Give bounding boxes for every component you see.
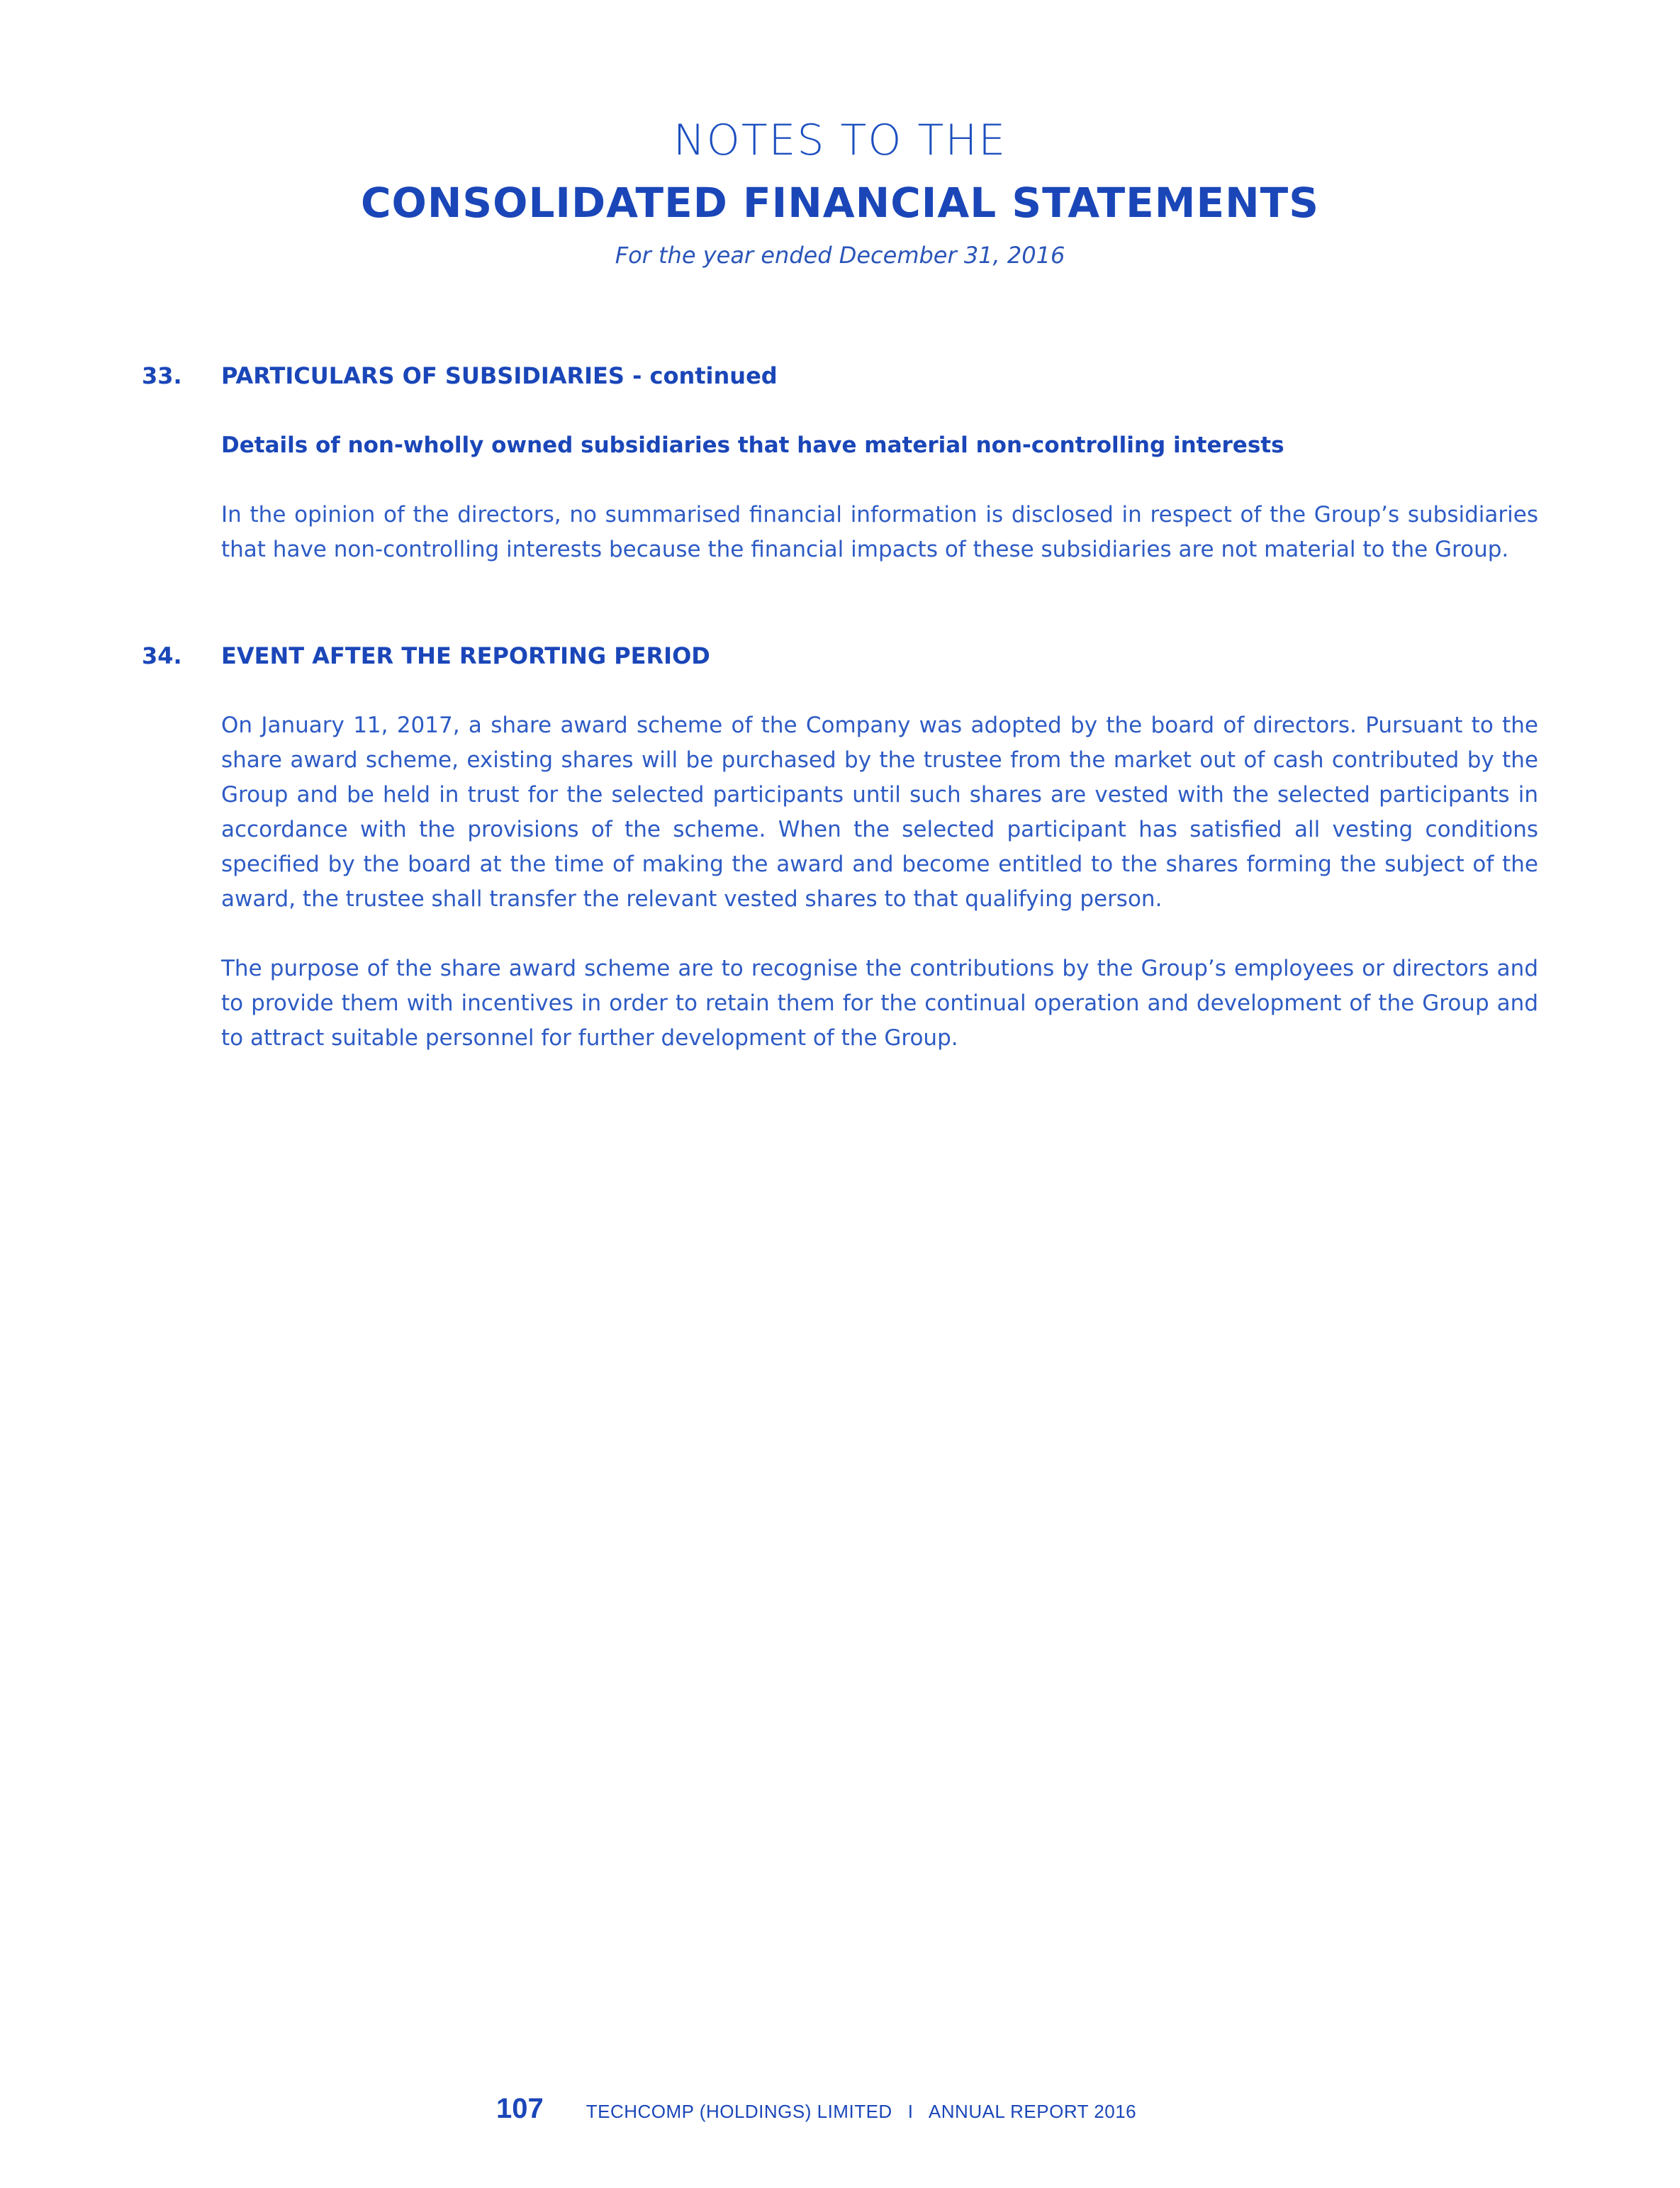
paragraph: In the opinion of the directors, no summarised financial information is disclosed in respect of the Group’s subsidiaries that have non-controlling interests because the financial impacts of these subsidiaries are not material to the Group. — [221, 502, 1538, 562]
section-body — [221, 430, 1538, 567]
page-number: 107 — [496, 2093, 544, 2124]
section-number: 34. — [142, 642, 182, 669]
page-header — [0, 113, 1680, 272]
paragraph: The purpose of the share award scheme are to recognise the contributions by the Group’s employees or directors and to provide them with incentives in order to retain them for the continual operation and development of the Group and to attract suitable personnel for further development of the Group. — [221, 956, 1538, 1051]
header-subtitle: For the year ended December 31, 2016 — [615, 242, 1065, 269]
section-number: 33. — [142, 362, 182, 389]
section-heading — [142, 360, 1538, 391]
section-body — [221, 708, 1538, 1056]
section-34 — [142, 640, 1538, 1056]
section-heading — [142, 640, 1538, 671]
footer-separator: I — [907, 2101, 913, 2122]
section-title: EVENT AFTER THE REPORTING PERIOD — [221, 642, 710, 669]
paragraph: On January 11, 2017, a share award scheme of the Company was adopted by the board of directors. Pursuant to the share award scheme, existing shares will be purchased by the trustee from the market out of cash contributed by the Group and be held in trust for the selected participants until such shares are vested with the selected participants in accordance with the provisions of the scheme. When the selected participant has satisfied all vesting conditions specified by the board at the time of making the award and become entitled to the shares forming the subject of the award, the trustee shall transfer the relevant vested shares to that qualifying person. — [221, 713, 1538, 912]
footer-company: TECHCOMP (HOLDINGS) LIMITED — [586, 2101, 892, 2122]
section-title: PARTICULARS OF SUBSIDIARIES - continued — [221, 362, 778, 389]
header-title-line2: CONSOLIDATED FINANCIAL STATEMENTS — [360, 179, 1320, 227]
page-footer — [496, 2093, 1136, 2125]
footer-report: ANNUAL REPORT 2016 — [928, 2101, 1137, 2122]
section-33 — [142, 360, 1538, 567]
section-subheading: Details of non-wholly owned subsidiaries that have material non-controlling interests — [221, 432, 1284, 458]
header-title-line1: NOTES TO THE — [673, 116, 1007, 165]
